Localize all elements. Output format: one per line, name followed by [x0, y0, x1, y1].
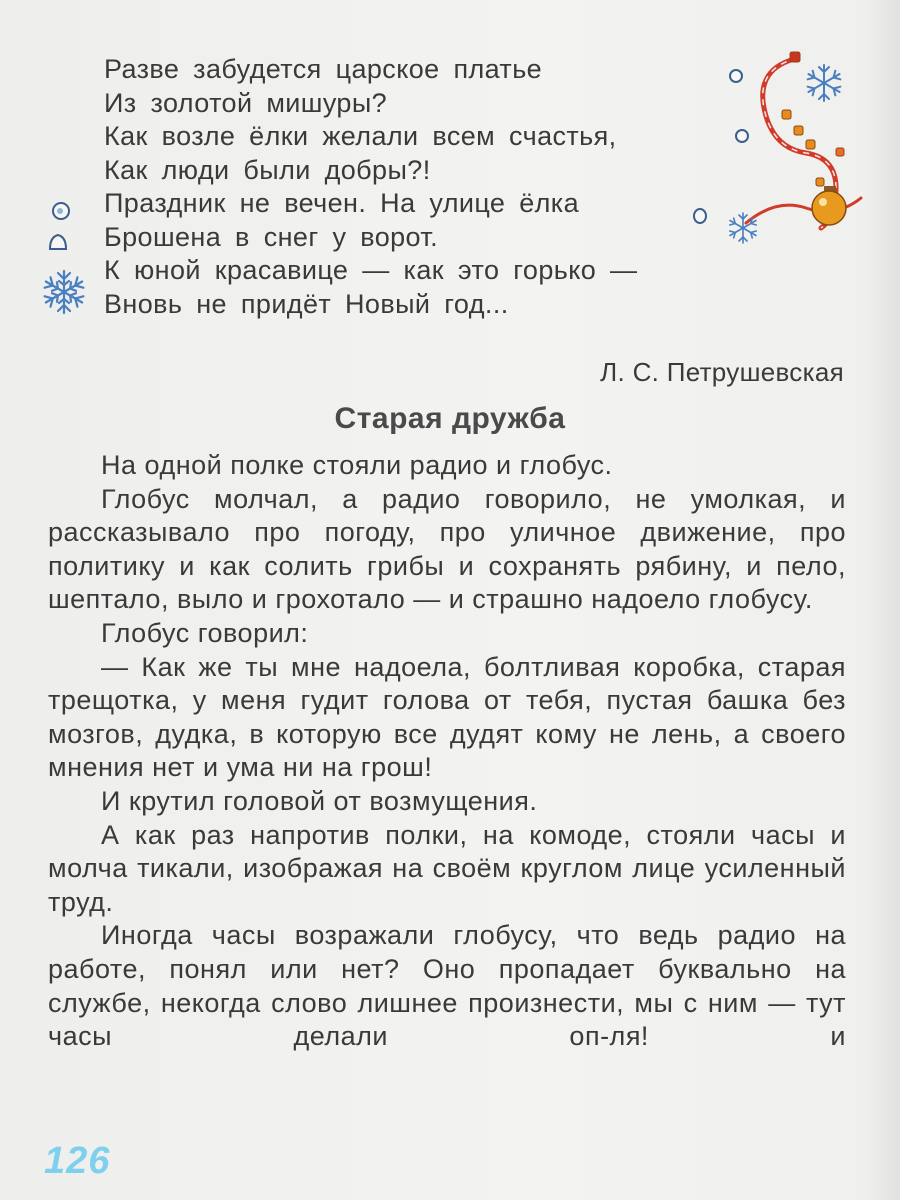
snowflake-icon: [38, 266, 90, 318]
ice-drop-icon: [48, 197, 74, 223]
paragraph: — Как же ты мне надоела, болтливая коробка, старая трещотка, у меня гудит голова от тебя, пустая башка без мозгов, дудка, в которую все дудят кому не лень, а своего мнения нет и ума ни на грош!: [48, 651, 846, 783]
page-number: 126: [44, 1140, 111, 1182]
poem-line: К юной красавице — как это горько —: [104, 255, 638, 285]
paragraph: И крутил головой от возмущения.: [101, 785, 538, 816]
poem-line: Вновь не придёт Новый год...: [104, 288, 509, 319]
paragraph: Глобус говорил:: [101, 617, 309, 648]
poem-line: Брошена в снег у ворот.: [104, 221, 439, 252]
paragraph: Глобус молчал, а радио говорило, не умолкая, и рассказывало про погоду, про уличное движение, про политику и как солить грибы и сохранять рябину, и пело, шептало, выло и грохотало — и страшно надоело глобусу.: [48, 483, 846, 615]
story-text: [48, 449, 846, 1054]
poem-line: Как возле ёлки желали всем счастья,: [104, 121, 617, 151]
snowflake-icon: [806, 65, 842, 101]
poem-line: Праздник не вечен. На улице ёлка: [104, 188, 579, 218]
poem-line: Как люди были добры?!: [104, 154, 431, 185]
poem-line: Из золотой мишуры?: [104, 87, 388, 118]
author: Л. С. Петрушевская: [600, 357, 844, 387]
poem-line: Разве забудется царское платье: [104, 54, 543, 84]
paragraph: Иногда часы возражали глобусу, что ведь радио на работе, понял или нет? Оно пропадает буквально на службе, некогда слово лишнее произнести, мы с ним — тут часы делали оп-ля! и: [48, 920, 846, 1052]
paragraph: На одной полке стояли радио и глобус.: [101, 450, 613, 480]
ribbon-garland-icon: [686, 48, 876, 258]
story-title: Старая дружба: [334, 402, 566, 435]
ornament-ball-icon: [812, 186, 846, 225]
ice-drop-icon: [45, 229, 71, 255]
paragraph: А как раз напротив полки, на комоде, стояли часы и молча тикали, изображая на своём круглом лице усиленный труд.: [48, 819, 846, 917]
poem: [104, 53, 637, 321]
